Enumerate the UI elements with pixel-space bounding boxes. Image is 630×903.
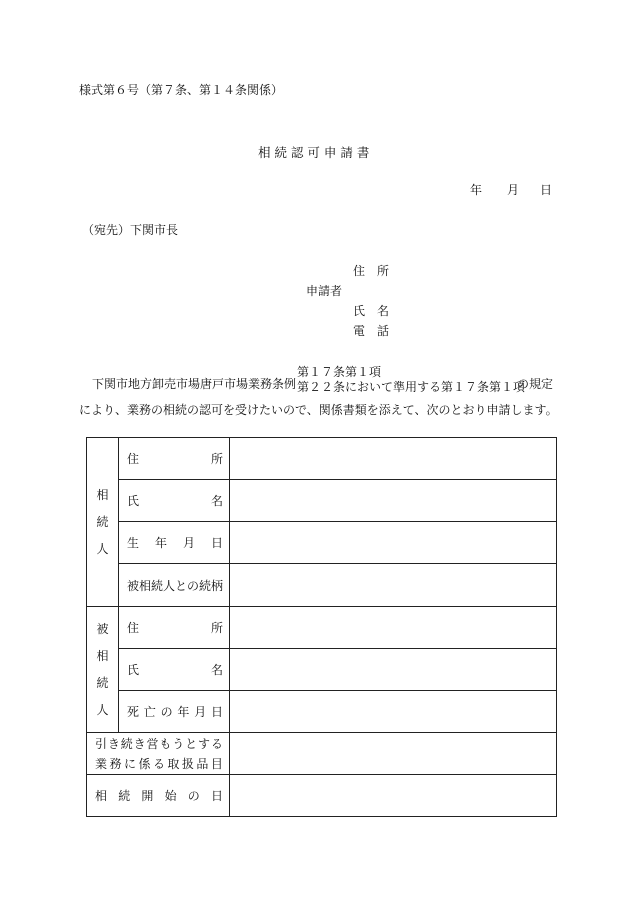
date-month-label: 月: [507, 183, 520, 197]
decedent-death-label: 死 亡 の 年 月 日: [119, 691, 230, 733]
continued-items-field[interactable]: [230, 733, 557, 775]
date-day-label: 日: [540, 183, 553, 197]
request-statement: により、業務の相続の認可を受けたいので、関係書類を添えて、次のとおり申請します。: [79, 403, 558, 417]
heir-relation-label: 被相続人との続柄: [119, 564, 230, 607]
decedent-address-field[interactable]: [230, 607, 557, 649]
heir-name-field[interactable]: [230, 480, 557, 522]
applicant-address-label: 住 所: [353, 264, 390, 278]
inheritance-start-field[interactable]: [230, 775, 557, 817]
heir-group-label: 相 続 人: [87, 438, 119, 607]
applicant-name-label: 氏 名: [353, 304, 390, 318]
applicant-label: 申請者: [306, 284, 343, 298]
decedent-name-field[interactable]: [230, 649, 557, 691]
decedent-group-label: 被 相 続 人: [87, 607, 119, 733]
form-number: 様式第６号（第７条、第１４条関係）: [79, 83, 284, 97]
article-suffix: の規定: [517, 377, 554, 391]
heir-birth-label: 生 年 月 日: [119, 522, 230, 564]
addressee: （宛先）下関市長: [82, 223, 179, 237]
continued-items-label: 引 き 続 き 営 も う と す る 業 務 に 係 る 取 扱 品 目: [87, 733, 230, 775]
ordinance-name: 下関市地方卸売市場唐戸市場業務条例: [92, 377, 297, 391]
heir-address-label: 住 所: [119, 438, 230, 480]
heir-name-label: 氏 名: [119, 480, 230, 522]
heir-address-field[interactable]: [230, 438, 557, 480]
article-option-bottom: 第２２条において準用する第１７条第１項: [297, 380, 526, 394]
date-year-label: 年: [470, 183, 483, 197]
inheritance-start-label: 相 続 開 始 の 日: [87, 775, 230, 817]
decedent-death-field[interactable]: [230, 691, 557, 733]
article-option-top: 第１７条第１項: [297, 365, 382, 379]
applicant-phone-label: 電 話: [353, 324, 390, 338]
decedent-name-label: 氏 名: [119, 649, 230, 691]
decedent-address-label: 住 所: [119, 607, 230, 649]
application-table: [86, 437, 557, 817]
heir-relation-field[interactable]: [230, 564, 557, 607]
heir-birth-field[interactable]: [230, 522, 557, 564]
page-title: 相 続 認 可 申 請 書: [258, 145, 370, 160]
